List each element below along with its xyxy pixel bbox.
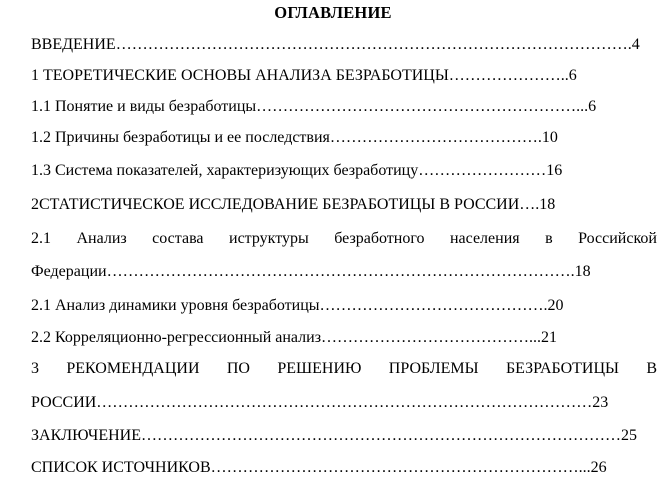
toc-entry-section-1-3: 1.3 Система показателей, характеризующих безработицу……………………16	[31, 162, 563, 179]
toc-entry-section-1-2: 1.2 Причины безработицы и ее последствия………………………………….10	[31, 129, 558, 146]
toc-entry-chapter-1: 1 ТЕОРЕТИЧЕСКИЕ ОСНОВЫ АНАЛИЗА БЕЗРАБОТИЦЫ…………………..6	[31, 67, 577, 84]
toc-entry-chapter-3-line2: РОССИИ…………………………………………………………………………………23	[31, 394, 609, 411]
toc-entry-section-2-2: 2.2 Корреляционно-регрессионный анализ…………………………………...21	[31, 329, 558, 346]
toc-entry-introduction: ВВЕДЕНИЕ…………………………………………………………………………………….4	[31, 36, 640, 53]
toc-entry-chapter-2: 2СТАТИСТИЧЕСКОЕ ИССЛЕДОВАНИЕ БЕЗРАБОТИЦЫ В РОССИИ….18	[31, 196, 556, 213]
toc-title: ОГЛАВЛЕНИЕ	[274, 3, 392, 22]
toc-entry-chapter-3-line1: 3 РЕКОМЕНДАЦИИ ПО РЕШЕНИЮ ПРОБЛЕМЫ БЕЗРАБОТИЦЫ В	[31, 360, 657, 377]
toc-entry-section-1-1: 1.1 Понятие и виды безработицы……………………………………………………...6	[31, 98, 597, 115]
toc-entry-references: СПИСОК ИСТОЧНИКОВ……………………………………………………………...26	[31, 459, 607, 476]
toc-entry-conclusion: ЗАКЛЮЧЕНИЕ………………………………………………………………………………25	[31, 427, 637, 444]
toc-entry-section-2-1b: 2.1 Анализ динамики уровня безработицы…………………………………….20	[31, 297, 564, 314]
toc-entry-section-2-1-line1: 2.1 Анализ состава иструктуры безработного населения в Российской	[31, 230, 657, 247]
toc-entry-section-2-1-line2: Федерации…………………………………………………………………………….18	[31, 263, 591, 280]
